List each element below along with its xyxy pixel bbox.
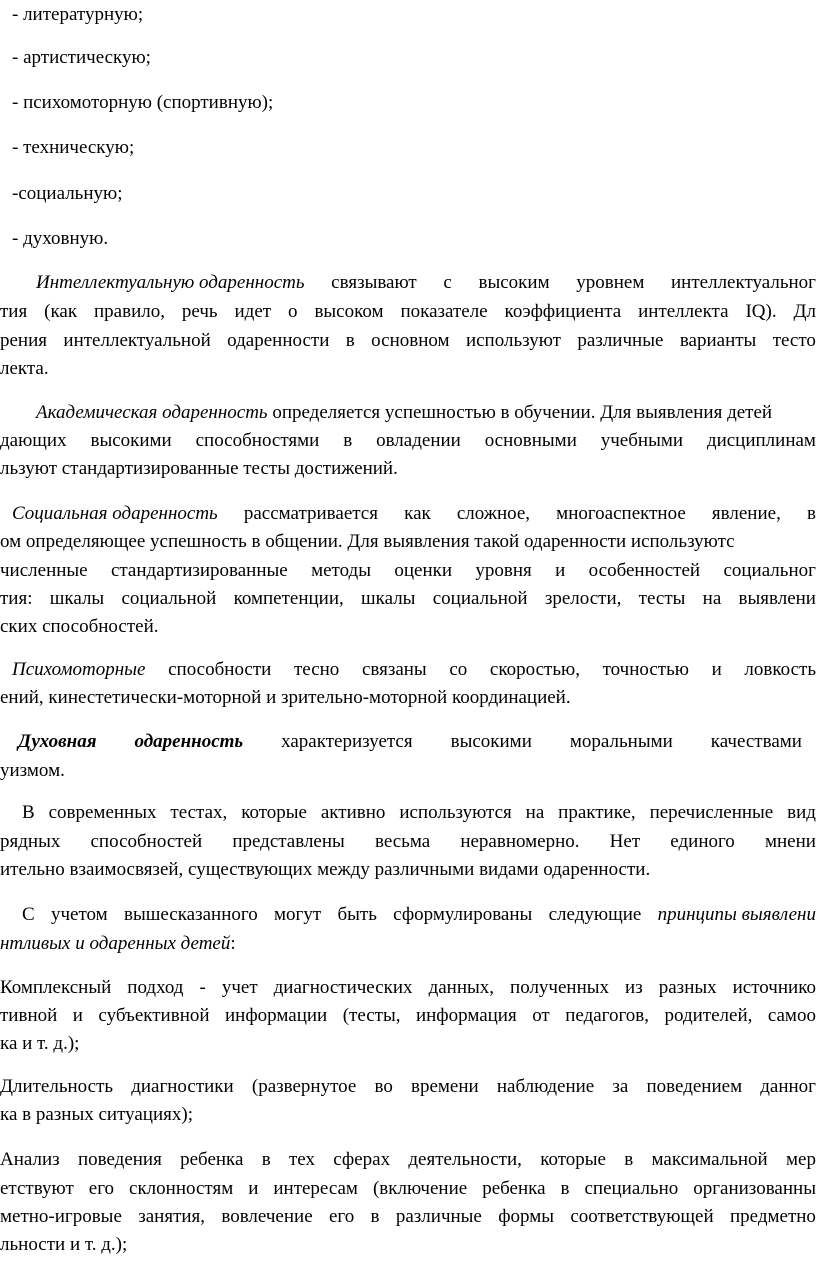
paragraph-psychomotor-line: ений, кинестетически-моторной и зрительно-моторной координацией. — [0, 687, 571, 708]
principle-item-line: Комплексный подход - учет диагностических данных, полученных из разных источнико — [0, 977, 816, 998]
list-item: -социальную; — [12, 183, 123, 204]
term: Академическая одаренность — [36, 402, 268, 423]
term: принципы выявлени — [657, 904, 816, 925]
principle-item-line: льности и т. д.); — [0, 1234, 128, 1255]
paragraph-intellectual-line: тия (как правило, речь идет о высоком показателе коэффициента интеллекта IQ). Дл — [0, 301, 816, 322]
paragraph-intellectual-line: рения интеллектуальной одаренности в основном используют различные варианты тесто — [0, 330, 816, 351]
list-item: - духовную. — [12, 228, 109, 249]
principle-item-line: ка и т. д.); — [0, 1033, 80, 1054]
term: нтливых и одаренных детей — [0, 933, 231, 954]
paragraph-academic-line: Академическая одаренность определяется успешностью в обучении. Для выявления детей — [36, 402, 773, 423]
principle-item-line: тивной и субъективной информации (тесты, информация от педагогов, родителей, самоо — [0, 1005, 816, 1026]
list-item: - психомоторную (спортивную); — [12, 92, 274, 113]
principle-item-line: етствуют его склонностям и интересам (включение ребенка в специально организованны — [0, 1178, 816, 1199]
paragraph-modern-tests-line: рядных способностей представлены весьма неравномерно. Нет единого мнени — [0, 831, 816, 852]
term: Социальная одаренность — [12, 503, 218, 524]
term: Интеллектуальную одаренность — [36, 272, 305, 293]
term: Психомоторные — [12, 659, 146, 680]
principle-item-line: Анализ поведения ребенка в тех сферах деятельности, которые в максимальной мер — [0, 1149, 816, 1170]
paragraph-social-line: Социальная одаренность рассматривается как сложное, многоаспектное явление, в — [12, 503, 816, 524]
paragraph-academic-line: льзуют стандартизированные тесты достижений. — [0, 458, 398, 479]
paragraph-principles-line: нтливых и одаренных детей: — [0, 933, 236, 954]
paragraph-psychomotor-line: Психомоторные способности тесно связаны со скоростью, точностью и ловкость — [12, 659, 816, 680]
paragraph-social-line: тия: шкалы социальной компетенции, шкалы социальной зрелости, тесты на выявлени — [0, 588, 816, 609]
principle-item-line: Длительность диагностики (развернутое во времени наблюдение за поведением данног — [0, 1076, 816, 1097]
term: одаренность — [134, 731, 244, 752]
paragraph-modern-tests-line: В современных тестах, которые активно используются на практике, перечисленные вид — [22, 802, 816, 823]
principle-item-line: метно-игровые занятия, вовлечение его в различные формы соответствующей предметно — [0, 1206, 816, 1227]
paragraph-social-line: ских способностей. — [0, 616, 159, 637]
list-item: - артистическую; — [12, 47, 151, 68]
paragraph-modern-tests-line: ительно взаимосвязей, существующих между различными видами одаренности. — [0, 859, 651, 880]
principle-item-line: ка в разных ситуациях); — [0, 1104, 193, 1125]
paragraph-spiritual-line: уизмом. — [0, 760, 65, 781]
list-item: - литературную; — [12, 4, 144, 25]
paragraph-academic-line: дающих высокими способностями в овладении основными учебными дисциплинам — [0, 430, 816, 451]
paragraph-social-line: ом определяющее успешность в общении. Для выявления такой одаренности используютс — [0, 531, 735, 552]
paragraph-social-line: численные стандартизированные методы оценки уровня и особенностей социальног — [0, 560, 816, 581]
term: Духовная — [18, 731, 97, 752]
paragraph-intellectual-line: Интеллектуальную одаренность связывают с высоким уровнем интеллектуальног — [36, 272, 816, 293]
paragraph-spiritual-line: Духовная одаренность характеризуется высокими моральными качествами — [18, 731, 802, 752]
paragraph-intellectual-line: лекта. — [0, 358, 49, 379]
paragraph-principles-line: С учетом вышесказанного могут быть сформулированы следующие принципы выявлени — [22, 904, 816, 925]
list-item: - техническую; — [12, 137, 135, 158]
